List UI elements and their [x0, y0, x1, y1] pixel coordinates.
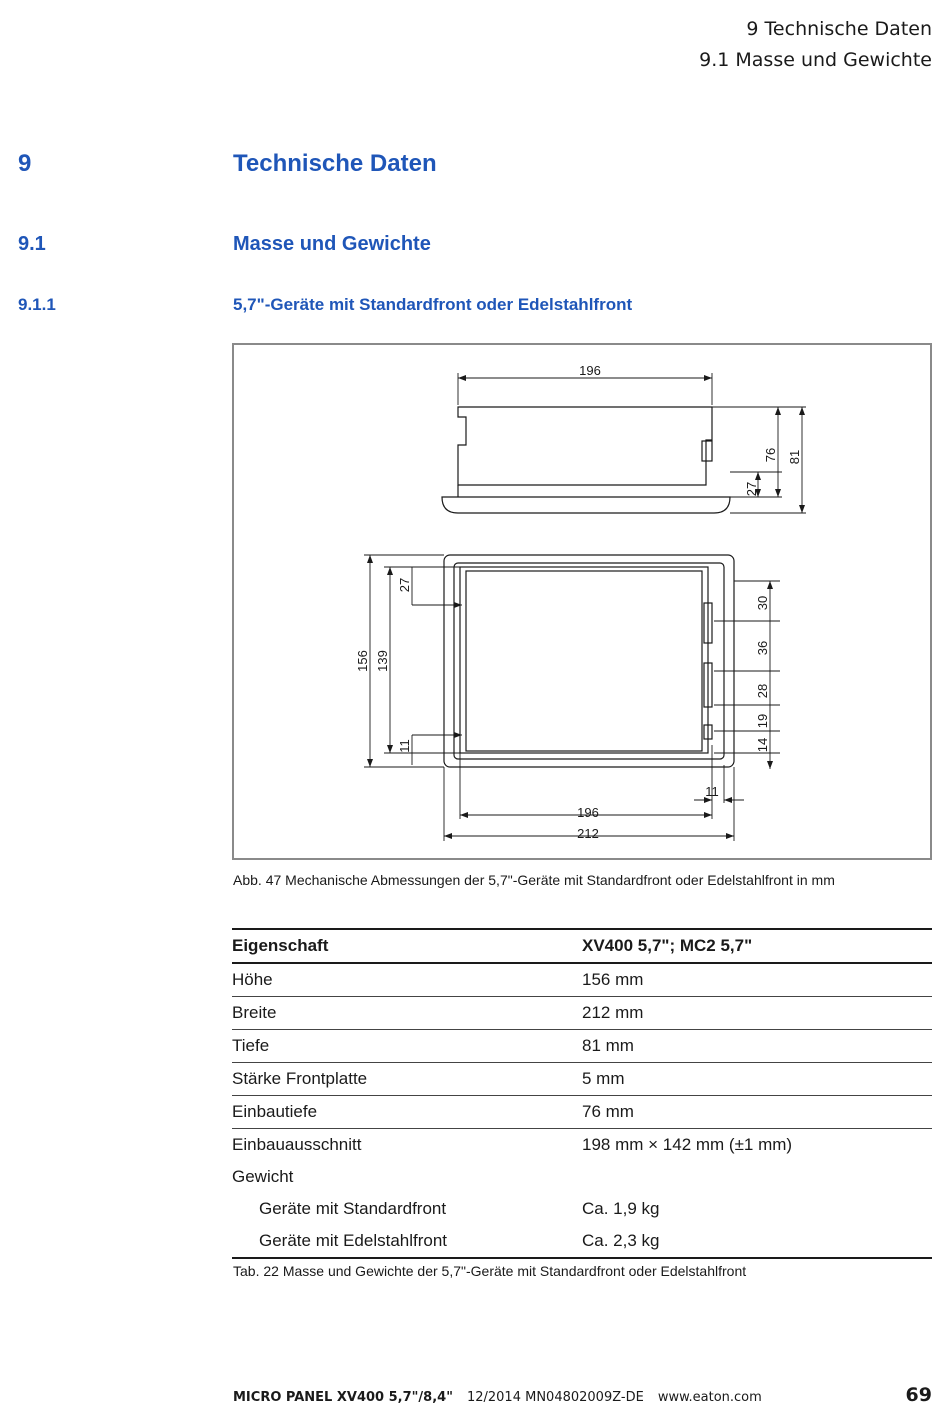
dim-label-side-width: 196: [579, 363, 601, 378]
dim-label-front-14: 14: [755, 737, 770, 753]
table-cell-property: Stärke Frontplatte: [232, 1063, 582, 1096]
table-header-row: [232, 929, 932, 963]
table-row: [232, 1129, 932, 1162]
dim-label-front-11-right: 11: [705, 784, 719, 799]
table-header-value: XV400 5,7"; MC2 5,7": [582, 929, 932, 963]
dimension-arrows: [367, 375, 805, 839]
table-cell-property: Tiefe: [232, 1030, 582, 1063]
running-head-chapter: 9 Technische Daten: [746, 18, 932, 40]
table-cell-value: 5 mm: [582, 1063, 932, 1096]
dim-label-side-76: 76: [763, 447, 778, 463]
front-view: [444, 555, 734, 767]
table-row: [232, 997, 932, 1030]
table-cell-value: 212 mm: [582, 997, 932, 1030]
dim-label-front-28: 28: [755, 683, 770, 699]
section-number: 9.1: [18, 233, 46, 255]
dim-label-front-11-left: 11: [397, 739, 412, 753]
table-cell-value: 156 mm: [582, 963, 932, 997]
table-row: [232, 1225, 932, 1258]
table-cell-value: 76 mm: [582, 1096, 932, 1129]
table-cell-value: [582, 1161, 932, 1193]
dim-label-front-196: 196: [577, 805, 599, 820]
dimensions-weights-table: [232, 928, 932, 1259]
dim-label-front-19: 19: [755, 713, 770, 729]
table-cell-property: Höhe: [232, 963, 582, 997]
chapter-title: Technische Daten: [233, 150, 437, 177]
dim-label-front-30: 30: [755, 595, 770, 611]
footer-product: MICRO PANEL XV400 5,7"/8,4": [233, 1390, 453, 1405]
chapter-number: 9: [18, 150, 32, 177]
table-cell-property: Einbauausschnitt: [232, 1135, 362, 1154]
dimension-drawing: [234, 345, 934, 862]
dim-label-side-27: 27: [744, 481, 759, 497]
dim-label-front-156: 156: [355, 650, 370, 672]
table-cell-property: Geräte mit Edelstahlfront: [232, 1225, 582, 1258]
table-cell-value: 198 mm × 142 mm (±1 mm): [582, 1135, 793, 1154]
page-number: 69: [905, 1384, 932, 1406]
subsection-title: 5,7"-Geräte mit Standardfront oder Edelstahlfront: [233, 295, 633, 314]
table-cell-property: Einbautiefe: [232, 1096, 582, 1129]
table-cell-property: Breite: [232, 997, 582, 1030]
side-view: [442, 407, 730, 513]
dim-label-front-212: 212: [577, 826, 599, 841]
table-row: [232, 1063, 932, 1096]
footer-doc-id: 12/2014 MN04802009Z-DE: [466, 1390, 644, 1405]
table-row: [232, 1193, 932, 1225]
dimension-drawing-figure: [232, 343, 932, 860]
dim-label-front-139: 139: [375, 650, 390, 672]
dim-label-side-81: 81: [787, 449, 802, 465]
figure-caption: Abb. 47 Mechanische Abmessungen der 5,7"-Geräte mit Standardfront oder Edelstahlfront in mm: [233, 872, 835, 888]
footer-url[interactable]: www.eaton.com: [657, 1390, 762, 1405]
section-title: Masse und Gewichte: [233, 233, 431, 255]
table-cell-property: Gewicht: [232, 1167, 294, 1186]
page-footer: [233, 1390, 762, 1405]
table-header-property: Eigenschaft: [232, 929, 582, 963]
table-row: [232, 1096, 932, 1129]
dim-label-front-27: 27: [397, 577, 412, 593]
running-head-section: 9.1 Masse und Gewichte: [699, 49, 932, 71]
dim-label-front-36: 36: [755, 640, 770, 656]
table-caption: Tab. 22 Masse und Gewichte der 5,7"-Geräte mit Standardfront oder Edelstahlfront: [233, 1263, 747, 1279]
table-cell-value: Ca. 1,9 kg: [582, 1199, 660, 1218]
table-cell-value: 81 mm: [582, 1030, 932, 1063]
table-row: [232, 1030, 932, 1063]
table-row: [232, 963, 932, 997]
table-cell-property: Geräte mit Standardfront: [259, 1199, 447, 1218]
subsection-number: 9.1.1: [18, 295, 56, 314]
table-row: [232, 1161, 932, 1193]
table-cell-value: Ca. 2,3 kg: [582, 1225, 932, 1258]
